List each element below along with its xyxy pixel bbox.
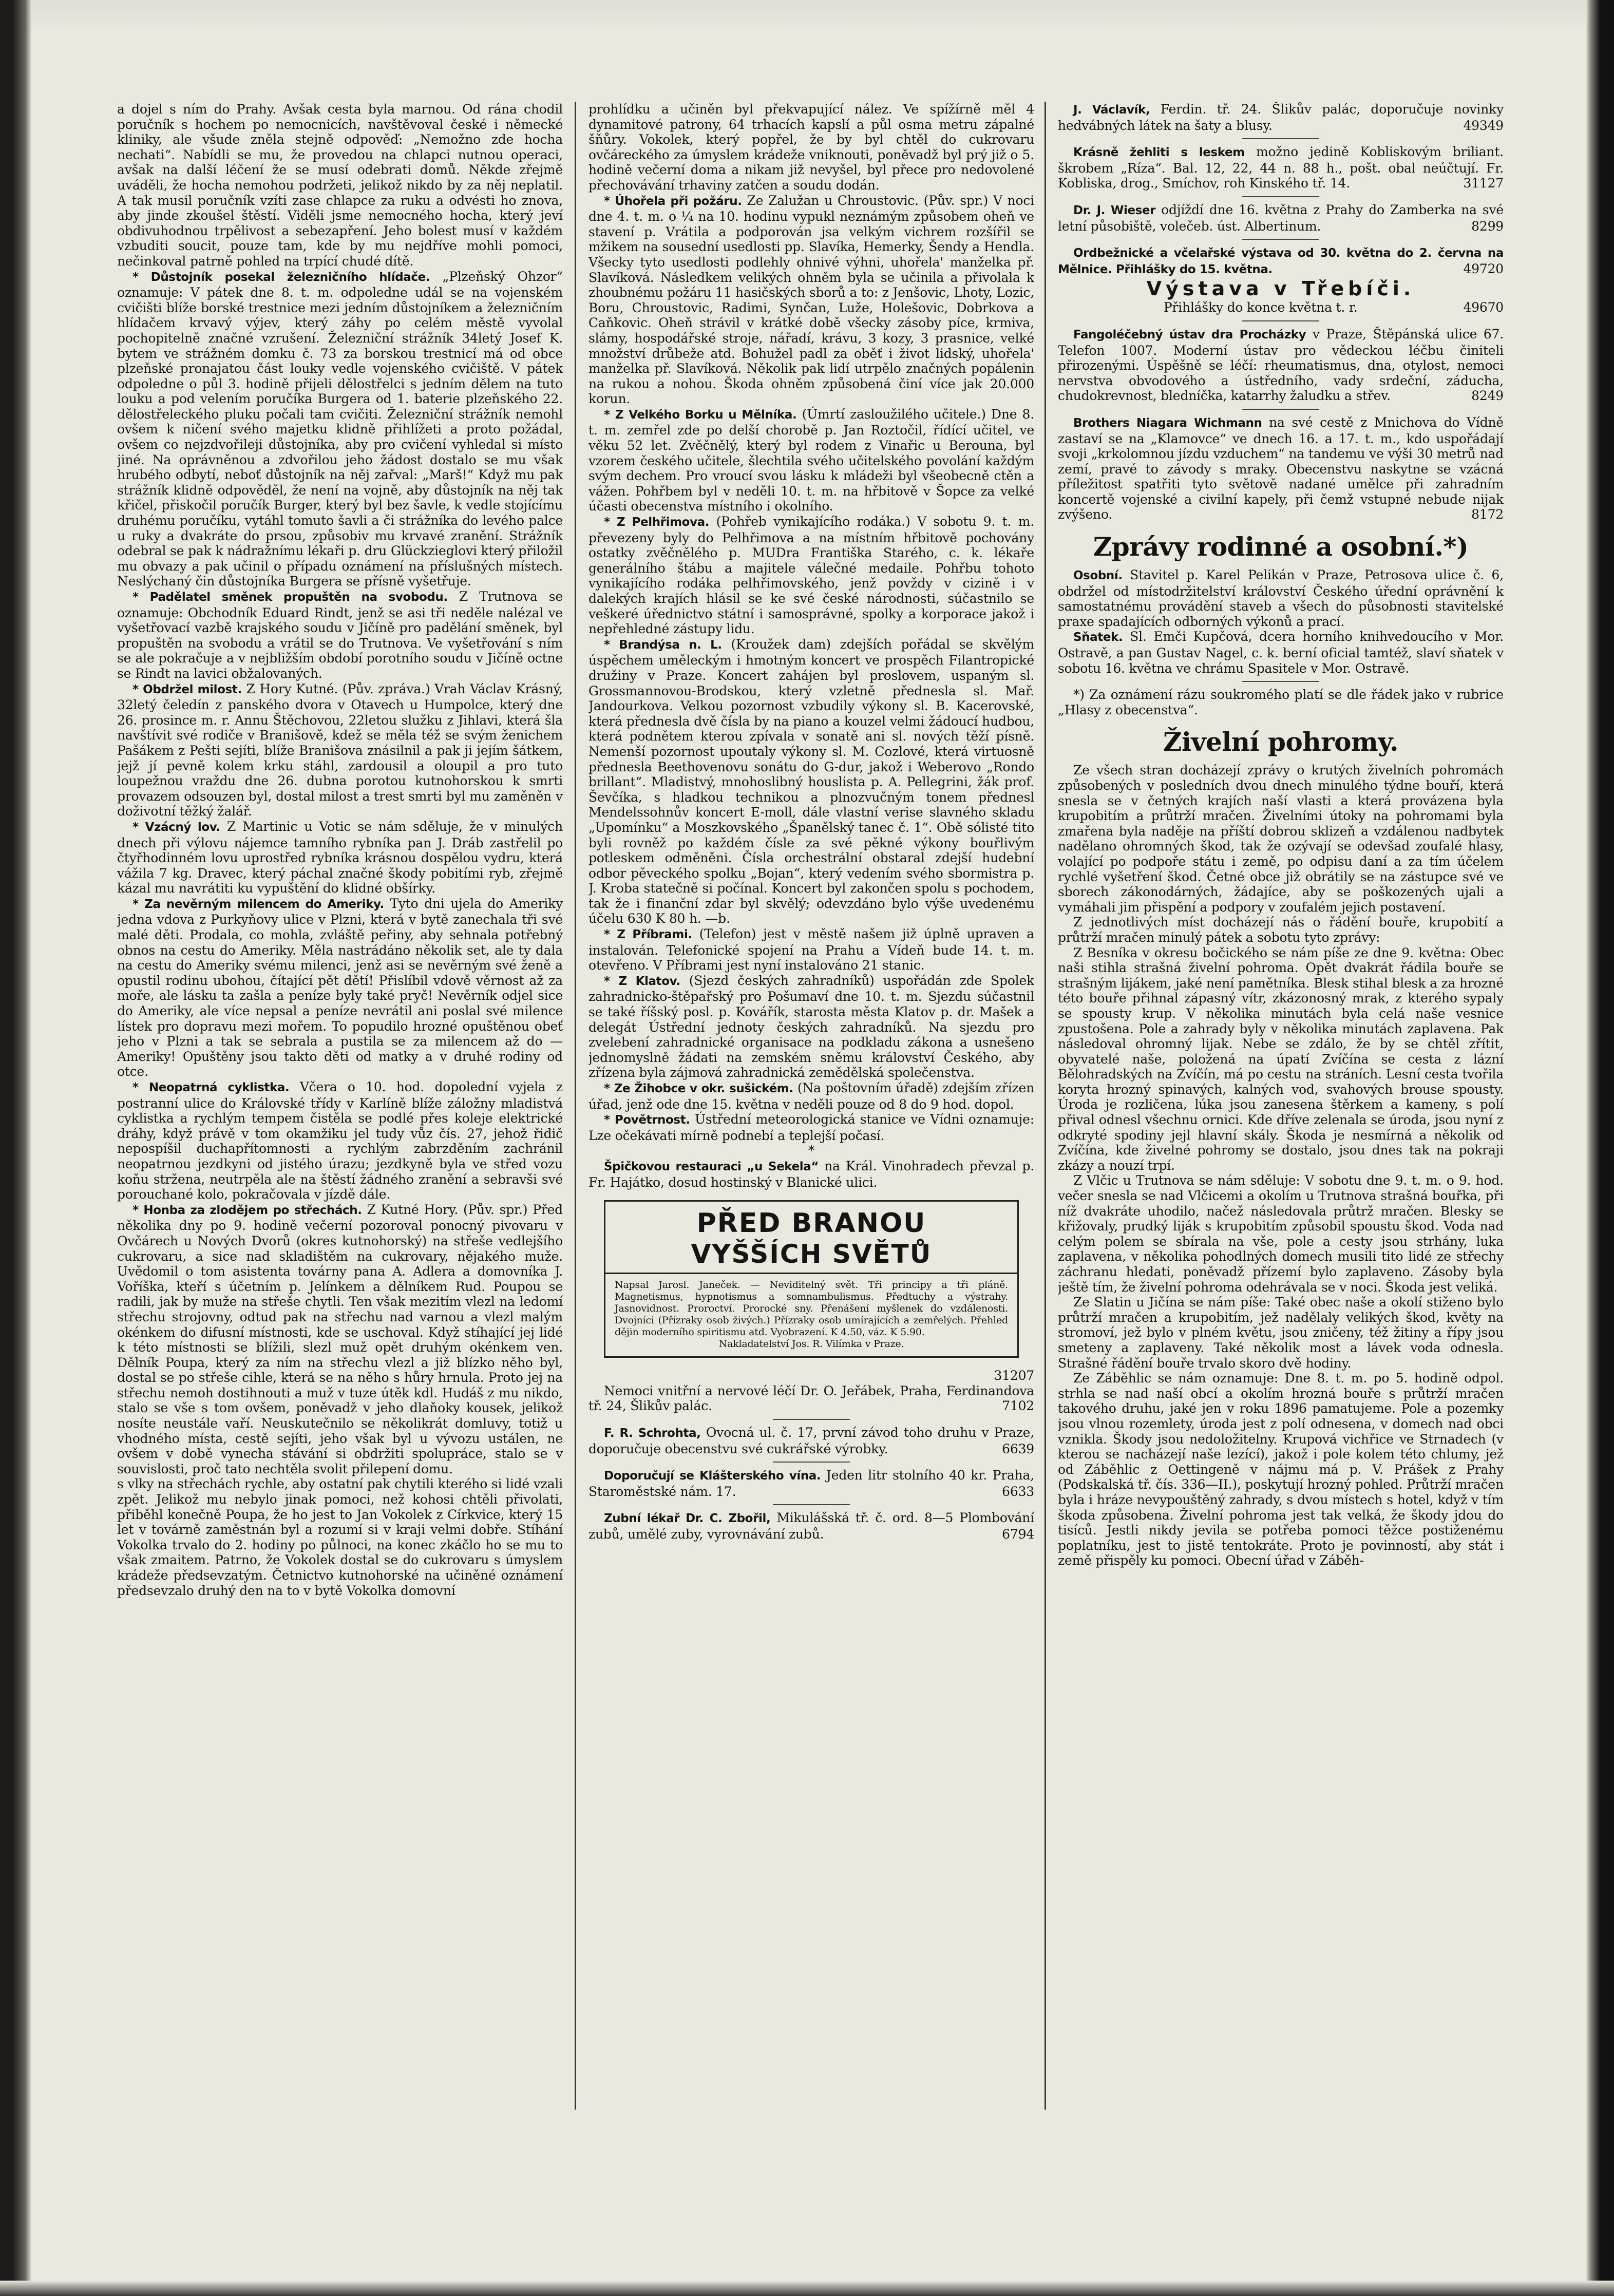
column-right [1058,102,1504,2110]
separator-line [1242,239,1319,240]
article [117,681,563,819]
classified-headline: Zubní lékař Dr. C. Zbořil, [604,1512,771,1526]
article-body: Z Hory Kutné. (Pův. zpráva.) Vrah Václav Krásný, 32letý čeledín z panského dvora v Otavech u Humpolce, který dne 26. prosince m. r. Annu Štěchovou, 22letou služku z Jihlavi, která šla navštívit své rodiče v Branišově, kdež se měla též se svým ženichem Pašákem z Pešti sejíti, blíže Branišova znásilnil a pak ji jejím šátkem, jejž jí pevně kolem krku stáhl, zardousil a oloupil a pro tuto loupežnou vraždu dne 26. dubna porotou kutnohorskou k smrti provazem odsouzen byl, dostal milost a trest smrti byl mu zaměněn v doživotní těžký žalář. [117,681,563,819]
article-headline: * Důstojník posekal železničního hlídače. [132,270,430,284]
newspaper-page [117,102,1504,2110]
ad-number: 31207 [994,1368,1034,1383]
column-left [117,102,563,2110]
classified-ad [1058,144,1504,191]
article-body: Ústřední meteorologická stanice ve Vídni oznamuje: Lze očekávati mírně podnebí a teplejší počasí. [588,1112,1034,1143]
article-headline: * Z Příbrami. [604,928,692,942]
classified-text: na své cestě z Mnichova do Vídně zastaví se na „Klamovce“ ve dnech 16. a 17. t. m., kdo uspořádají svoji „krkolomnou jízdu vzduchem“ na tandemu ve výši 30 metrů nad zemí, pravé to závody s mraky. Obecenstvu naskytne se vzácná příležitost spatřiti tyto světově nadané umělce při zahradním koncertě vojenské a civilní kapely, při čemž vstupné nebude nijak zvýšeno. [1058,414,1504,522]
article-headline: * Honba za zlodějem po střechách. [132,1203,362,1217]
separator-line [773,1504,850,1505]
article-body: Z Martinic u Votic se nám sděluje, že v minulých dnech při výlovu nájemce tamního rybníka pan J. Dráb zastřelil po čtyřhodinném lovu uprostřed rybníka krásnou dospělou vydru, která vážila 7 kg. Dravec, který páchal značné škody pobitími ryb, zřejmě kázal mu navrátiti ku vypuštění do klidné obšírky. [117,819,563,896]
book-advertisement [604,1200,1019,1358]
column-middle [588,102,1034,2110]
classified-headline: J. Václavík, [1073,103,1150,117]
article-body: (Na poštovním úřadě) zdejším zřízen úřad, jenž ode dne 15. května v neděli pouze od 8 do 9 hod. dopol. [588,1080,1034,1112]
classified-headline: Dr. J. Wieser [1073,203,1156,217]
classified-code: 49720 [1463,261,1504,276]
article-headline: * Za nevěrným milencem do Ameriky. [132,897,384,911]
article [117,896,563,1079]
ad-publisher: Nakladatelství Jos. R. Vilímka v Praze. [718,1338,904,1350]
article-body: Z Besníka v okresu bočického se nám píše ze dne 9. května: Obec naši stihla strašná živelní pohroma. Opět dvakrát řádila bouře se strašným lijákem, jaké není pamětníka. Blesk stihal blesk a za hrozné této bouře přihnal zápasný vítr, zkázonosný mrak, z kterého sypaly se spousty krup. V několika minutách byla celá naše vesnice zpustošena. Pole a zahrady byly v několika minutách zaplavena. Pak následoval ohromný lijak. Nebe se zdálo, že by se chtěl zřítit, obyvatelé naše, položená na úpatí Zvíčína se cesta z lázní Bělohradských na Zvíčín, má po cestu na stráních. Lesní cesta tvořila koryta hrozný spinavých, kalných vod, svahových brouse spousty. Úroda je rozličena, lúka jsou zanesena štěrkem a kameny, s polí přival odnesl všechnu ornici. Kde dříve zelenala se úroda, jsou nyní z odkryté spodiny jejl hlavní skály. Škoda je nesmírná a několik od Zvíčína, kde živelné pohromy se dostalo, jsou dnes tak na pokraji zkázy a nouzí trpí. [1058,945,1504,1173]
classified-text: Jeden litr stolního 40 kr. Praha, Staroměstské nám. 17. [588,1468,1034,1499]
classified-code: 8299 [1471,218,1504,234]
article-body: Z Trutnova se oznamuje: Obchodník Eduard Rindt, jenž se asi tři neděle nalézal ve vyšetřovací vazbě krajského soudu v Jičíně pro padělání směnek, byl propuštěn na svobodu a vrátil se do Trutnova. Ve vyšetřování s ním se ale pokračuje a v nejbližším období porotního soudu v Jičíně octne se Rindt na lavici obžalovaných. [117,589,563,681]
article-headline: * Z Pelhřimova. [604,516,710,529]
classified-text: Ovocná ul. č. 17, první závod toho druhu v Praze, doporučuje obecenstvu své cukrářské výrobky. [588,1425,1034,1456]
classified-ad [588,1383,1034,1414]
article-headline: * Padělatel směnek propuštěn na svobodu. [132,591,448,604]
article-body: Ze všech stran docházejí zprávy o krutých živelních pohromách způsobených v posledních dvou dnech minulého týdne bouří, která snesla se v četných krajích naší vlasti a která provázena byla krupobitím a průtrží mračen. Živelními útoky na pohromami byla zmařena byla naděje na příští dobrou sklizeň a vzdálenou nadbytek nadělano ohromných škod, tak že ozývají se odevšad zoufalé hlasy, volající po podpoře státu i země, po odpisu daní a za tím účelem rychlé vyšetření škod. Četné obce již obrátily se na zástupce své ve sborech zákonodárných, žádajíce, aby se poškozených ujali a vymáhali jim přispění a podpory v zoufalém jejich postavení. [1058,763,1504,915]
personal-notice [1058,567,1504,629]
separator-line [773,1462,850,1463]
article-body: Z Kutné Hory. (Pův. spr.) Před několika dny po 9. hodině večerní pozoroval ponocný pivovaru v Ovčárech u Nových Dvorů (okres kutnohorský) na střeše vedlejšího cukrovaru, a sice nad skladištěm na cukrovary, nějakého muže. Uvědomil o tom asistenta továrny pana A. Adlera a domovníka J. Voříška, kteří s účetním p. Jelínkem a dělníkem Rud. Poupou se radili, jak by mužе na střeše chytli. Ten však mezitím vlezl na ledomí střechu strojovny, odtud pak na střechu nad varnou a vlezl malým okénkem do difusní místnosti, kde se uschoval. Když stíhající jej lidé k této místnosti se blížili, slezl muž opět druhým okénkem ven. Dělník Poupa, který za ním na střechu vlezl a již blízko něho byl, dostal se po střeše cihle, která se na něho s hůry hrnula. Proto jej na střechu nemoh dostihnouti a muž v tuze útěk kdl. Hudáš z mu nikdo, stalo se vše s tom ovšem, poněvadž v jeho dlaňoky kousek, jelikož nosíte neustále vaří. Neuskutečnilo se několikrát domluvy, totiž u vhodného místa, cestě sejíti, jeho však byl u vývozu ustálen, ne ovšem v době vynecha stávání si obdržiti spolupráce, stalo se v souvislosti, proč tato nechtěla svolit přilepení domu. [117,1202,563,1476]
notice-headline: Sňatek. [1073,631,1123,644]
article-headline: * Obdržel milost. [132,682,242,696]
article [117,819,563,896]
classified-text: Nemoci vnitřní a nervové léčí Dr. O. Jeřábek, Praha, Ferdinandova tř. 24, Šlikův palác. [588,1383,1034,1414]
ad-headline-line1: PŘED BRANOU [696,1208,926,1239]
article [117,589,563,681]
article-headline: * Neopatrná cyklistka. [132,1081,290,1094]
ad-headline-line2: VYŠŠÍCH SVĚTŮ [691,1239,932,1269]
classified-ad [588,1425,1034,1456]
article-headline: * Vzácný lov. [132,820,220,834]
separator-line [1242,138,1319,139]
classified-code: 7102 [1002,1398,1034,1414]
notice-body: na Král. Vinohradech převzal p. Fr. Hajátko, dosud hostinský v Blanické ulici. [588,1158,1034,1190]
article [588,973,1034,1080]
notice-headline: Osobní. [1073,569,1123,583]
classified-ad [1058,327,1504,404]
notice [588,1159,1034,1190]
scan-edge-right [1586,0,1614,2296]
exhibition-text: Přihlášky do konce května t. r. [1163,300,1358,315]
article-body: Z jednotlivých míst docházejí nás o řádění bouře, krupobití a průtrží mračen minulý pátek a sobotu tyto zprávy: [1058,915,1504,945]
footnote: *) Za oznámení rázu soukromého platí se dle řádek jako v rubrice „Hlasy z obecenstva“. [1058,687,1504,717]
classified-text: odjíždí dne 16. května z Prahy do Zamberka na své letní působiště, volečeb. úst. Albertinum. [1058,202,1504,234]
classified-text: Mikulášská tř. č. ord. 8—5 Plombování zubů, umělé zuby, vyrovnávání zubů. [588,1510,1034,1542]
classified-code: 49349 [1463,118,1504,133]
classified-code: 49670 [1463,300,1504,315]
classified-ad [588,1510,1034,1542]
separator-line [773,1419,850,1420]
classified-text: v Praze, Štěpánská ulice 67. Telefon 1007. Moderní ústav pro vědeckou léčbu činiteli přirozenými. Úspěšně se léčí: rheumatismus, dna, otylost, nemoci nervstva obvodového a ústředního, vady srdeční, záducha, chudokrevnost, bledníčka, katarrhy žaludku a střev. [1058,326,1504,404]
article-body: Tyto dni ujela do Ameriky jedna vdova z Purkyňovy ulice v Plzni, která v bytě zanechala tři své malé děti. Prodala, co mohla, zvláště peřiny, aby sehnala potřebný obnos na cestu do Ameriky. Měla nastrádáno několik set, ale ty dala na cestu do Ameriky svému milenci, jenž asi se nevěrným své ženě a opustil rodinu ubohou, čítající pět dětí! Přislíbil vdově věrnost až za moře, ale lásku ta zašla a peníze byly také pryč! Nevěrník odjel sice do Ameriky, ale více nepsal a peníze nevrátil ani poslal své milence lístek pro dopravu mezi mořem. To popudilo hrozné opuštěnou obeť jeho v Plzni a tak se sebrala a pustila se za milencem až do — Ameriky! Opuštěny jsou takto děti od matky a v druhé rodiny od otce. [117,896,563,1079]
article [588,926,1034,973]
classified-headline: Krásně žehliti s leskem [1073,146,1245,160]
section-heading-family: Zprávy rodinné a osobní.*) [1093,532,1469,562]
classified-code: 8249 [1471,388,1504,404]
classified-ad [588,1468,1034,1499]
article [588,1112,1034,1143]
classified-code: 6639 [1002,1441,1034,1456]
article [117,1079,563,1202]
article [588,514,1034,637]
classified-ad [1058,202,1504,234]
article-headline: * Z Velkého Borku u Mělníka. [604,408,797,422]
classified-code: 31127 [1463,176,1504,191]
article-headline: * Úhořela při požáru. [604,194,742,208]
article-headline: * Brandýsa n. L. [604,638,722,652]
classified-text: možno jedině Kobliskovým briliant. škrobem „Ríza“. Bal. 12, 22, 44 n. 88 h., pošt. obal neúčtují. Fr. Kobliska, drog., Smíchov, roh Kinského tř. 14. [1058,144,1504,191]
article-body: Ze Slatin u Jičína se nám píše: Také obec naše a okolí stiženo bylo průtrží mračen a krupobitím, jež nadělaly velikých škod, květy na stromoví, jež bylo v plném květu, jsou zničeny, též žitiny a řípy jsou smeteny a zaplaveny. Také několik most a lávek voda odnesla. Strašné řádění bouře trvalo skoro dvě hodiny. [1058,1295,1504,1371]
classified-ad [1058,102,1504,133]
classified-code: 6794 [1002,1526,1034,1542]
classified-code: 8172 [1471,507,1504,522]
column-divider [1045,102,1046,2110]
article-body: (Sjezd českých zahradníků) uspořádán zde Spolek zahradnicko-štěpařský pro Pošumaví dne 10. t. m. Sjezdu súčastnil se také říšský posl. p. Kovářík, starosta města Klatov p. dr. Mašek a delegát Ústřední jednoty českých zahradníků. Na sjezdu pro zvelebení zahradnické organisace na podkladu zákona a usnešeno jednomyslně žádati na zemském sněmu království Českého, aby zřízena byla zájmová zahradnická zemědělská společenstva. [588,973,1034,1080]
classified-ad [1058,245,1504,277]
notice-headline: Špičkovou restauraci „u Sekela“ [604,1160,819,1173]
exhibition-note [1058,300,1504,315]
exhibition-headline: Výstava v Třebíči. [1146,277,1415,300]
article-body: Ze Zalužan u Chroustovic. (Pův. spr.) V noci dne 4. t. m. o ¼ na 10. hodinu vypukl neznámým způsobem oheň ve stavení p. Vrátila a podporován jsa velkým vichrem rozšířil se mžikem na sousední usedlosti pp. Slavíka, Hemerky, Šendy a Hendla. Všecky tyto usedlosti podlehly ohnivé výhni, uhořela' manželka př. Slavíková. Následkem velikých ohněm byla se učinila a přivolala k zhoubnému požáru 11 hasičských sborů a to: z Jenšovic, Lhoty, Lozic, Boru, Chroustovic, Radimi, Synčan, Luže, Holešovic, Dobrkova a Caňkovic. Oheň strávil v krátké době všecky zásoby píce, krmiva, slámy, hospodářské stroje, nářadí, krávu, 3 kozy, 3 prasnice, velké množství drůbeže atd. Bohužel padl za oběť i život lidský, uhořela' manželka př. Slavíková. Několik pak lidí utrpělo značných popálenin na rukou a nohou. Škoda ohněm způsobená činí více jak 20.000 korun. [588,193,1034,407]
separator-line [1242,196,1319,197]
article-headline: * Z Klatov. [604,974,680,988]
article-continuation: prohlídku a učiněn byl překvapující nález. Ve spížírně měl 4 dynamitové patrony, 64 trhacích kapslí a půl osma metru zápalné šňůry. Vokolek, který popřel, že by byl chtěl do cukrovaru ovčáreckého za úmyslem krádeže vniknouti, poněvadž byl prý již o 5. hodině večerní doma a nikam již nevyšel, byl přece pro nedovolené přechovávání trhaviny zatčen a soudu dodán. [588,102,1034,193]
ad-text: Napsal Jarosl. Janeček. — Neviditelný svět. Tři principy a tři pláně. Magnetismus, hypnotismus a somnambulismus. Předtuchy a výstrahy. Jasnovidnost. Proroctví. Prorocké sny. Přenášení myšlenek do vzdálenosti. Dvojníci (Přízraky osob živých.) Přízraky osob umírajících a zemřelých. Přehled dějin moderního spiritismu atd. Vyobrazení. K 4.50, váz. K 5.90. [615,1279,1008,1338]
separator-line [1242,409,1319,410]
classified-code: 6633 [1002,1484,1034,1499]
scan-edge-bottom [0,2281,1614,2296]
article-body: Z Vlčic u Trutnova se nám sděluje: V sobotu dne 9. t. m. o 9. hod. večer snesla se nad Vlčicemi a okolím u Trutnova strašná bouřka, při níž dvakráte uhodilo, načež následovala průtrž mračen. Blesky se křižovaly, prudký liják s krupobitím způsobil spoustu škod. Voda nad celým polem se sbírala na vše, pole a cesty jsou strhány, luka zaplavena, v několika pohodlných domech musili tito lidé ze střechy záchranu hledati, poněvadž přízemí bylo zaplaveno. Zásoby byla ještě tím, že živelní pohroma odehrávala se v noci. Škoda jest veliká. [1058,1173,1504,1295]
article-headline: * Povětrnost. [604,1113,690,1127]
article-body: (Telefon) jest v městě našem již úplně upraven a instalován. Telefonické spojení na Prahu a Vídeň bude 14. t. m. otevřeno. V Příbrami jest nyní instalováno 21 stanic. [588,926,1034,973]
article-headline: * Ze Žihobce v okr. sušickém. [604,1082,793,1095]
article [588,637,1034,926]
notice-body: Stavitel p. Karel Pelikán v Praze, Petrosova ulice č. 6, obdržel od místodržitelství království Českého úřední oprávnění k samostatnému provádění staveb a všech do působnosti stavitelské praxe spadajících odborných výkonů a prací. [1058,567,1504,629]
article-body: „Plzeňský Ohzor“ oznamuje: V pátek dne 8. t. m. odpoledne udál se na vojenském cvičišti blíže borské trestnice mezi jedním důstojníkem a železničním hlídačem krvavý výjev, který záhy po celém městě vyvolal pochopitelně značné vzrušení. Železniční strážník 34letý Josef K. bytem ve strážném domku č. 73 za borskou trestnicí má od obce plzeňské pronajatou část louky vedle vojenského cvičiště. V pátek odpoledne o půl 3. hodině přijeli dělostřelci s jedním dělem na tuto louku a pod velením poručíka Burgera od 1. baterie plzeňského 22. dělostřeleckého pluku počali tam cvičiti. Železniční strážník nemohl ovšem k ničení svého majetku klidně přihlížeti a proto požádal, ovšem co nejzdvořileji důstojníka, aby pro cvičení vyhledal si místo jiné. Na oprávněnou a zdvořilou jeho žádost dostalo se mu však hrubého odbytí, neboť důstojník na něj zařval: „Marš!“ Když mu pak strážník klidně odpověděl, že není na vojně, aby důstojník na něj tak křičel, přiskočil poručík Burger, který byl bez šavle, k vedle stojícímu druhému poručíku, vytáhl tomuto šavli a či strážníka do levého palce u ruky a dvakráte do prsou, způsobiv mu krvavé zranění. Strážník odebral se pak k nádražnímu lékaři p. dru Glückzieglovi který přiložil mu obvazy a pak učinil o případu oznámení na příslušných místech. Neslýchaný čin důstojníka Burgera se přísně vyšetřuje. [117,269,563,589]
article-body: s vlky na střechách rychle, aby ostatní pak chytili kterého si lidé vzali zpět. Jelikož mu nebylo jinak pomoci, než kohosi chtěli přivolati, přiběhl konečně Poupa, že ho jest to Jan Vokolek z Církvice, který 15 let v továrně zaměstnán byl a rozumí si v kraji velmi dobře. Stíhání Vokolka trvalo do 2. hodiny po půlnoci, na konec zkáčlo ho se mu to však zmaitem. Patrno, že Vokolek dostal se do cukrovaru s úmyslem krádeže předsevzatým. Četnictvo kutnohorské na učiněné oznámení předsevzalo druhý den na to v bytě Vokolka domovní [117,1476,563,1598]
classified-headline: F. R. Schrohta, [604,1426,701,1440]
article [588,407,1034,514]
scan-edge-top [0,0,1614,31]
notice-body: Sl. Emči Kupčová, dcera horního knihvedoucího v Mor. Ostravě, a pan Gustav Nagel, c. k. berní oficial tamtéž, slaví sňatek v sobotu 16. května ve chrámu Spasitele v Mor. Ostravě. [1058,629,1504,676]
separator-line [1242,320,1319,321]
article-body: Ze Záběhlic se nám oznamuje: Dne 8. t. m. po 5. hodině odpol. strhla se nad naší obcí a okolím hrozná bouře s průtrží mračen takového druhu, jaké jen v roku 1896 pamatujeme. Pole a pozemky jsou vlnou rozemlety, úroda jest z polí odnesena, v domech nad obci vznikla. Škody jsou nedoložitelny. Krupová vichřice ve Strnadech (v kterou se nacházejí naše lezící), jakož i pole kolem této chlumy, jež od Záběhlic z Oettingeně v nájmu má p. V. Prášek z Prahy (Podskalská tř. čís. 336—II.), poskytují hrozný pohled. Průtrží mračen byla i hráze nevypouštěný zahrady, s dvou místech s hotel, když v tím škoda způsobena. Živelní pohroma jest tak velká, že škody jdou do tisíců. Jestli nikdy jevila se potřeba pomoci těžce postiženému poplatníku, jest to jistě tentokráte. Proto je povinností, aby stát i země přispěly ku pomoci. Obecní úřad v Záběh- [1058,1371,1504,1568]
separator-line [1242,681,1319,682]
article [588,193,1034,407]
classified-headline: Doporučují se Klášterského vína. [604,1469,821,1483]
separator-star: * [808,1143,815,1159]
article-body: Včera o 10. hod. dopolední vyjela z postranní ulice do Královské třídy v Karlíně blíže záložny mladistvá cyklistka a rychlým tempem čistěla se podlé přes koleje elektrické dráhy, když právě v tom okamžiku jel tudy vůz čís. 27, jehož řidič nepospíšil duchapřítomnosti a rychlým zabrzděním zachránil neopatrnou jezdkyni od jistého úrazu; jezdkyně byla ve střed vozu koňu strženа, neutrpěla ale na štěstí žádného zranění a sebravši své porouchané kolo, pokračovala v jízdě dále. [117,1079,563,1202]
column-divider [575,102,576,2110]
personal-notice [1058,629,1504,676]
article [117,1202,563,1477]
article-body: (Pohřeb vynikajícího rodáka.) V sobotu 9. t. m. převezeny byly do Pelhřimova a na místním hřbitově pochovány ostatky zvěčnělého p. MUDra Františka Starého, c. k. lékaře generálního štábu a majitele válečné medaile. Pohřbu tohoto vynikajícího rodáka pelhřimovského, jenž povždy v cizině i v dalekých krajích hlásil se ke své české národnosti, súčastnilo se veškeré úřednictvo státní i samosprávné, spolky a korporace jakož i nepřehledné zástupy lidu. [588,514,1034,637]
classified-text: Ferdin. tř. 24. Šlikův palác, doporučuje novinky hedvábných látek na šaty a blusy. [1058,102,1504,133]
article [588,1080,1034,1112]
classified-headline: Fangoléčebný ústav dra Procházky [1073,328,1306,341]
scan-edge-left [0,0,32,2296]
article-body: (Kroužek dam) zdejších pořádal se skvělým úspěchem uměleckým i hmotným koncert ve prospěch Filantropické družiny v Praze. Koncert zahájen byl proslovem, uspaným sl. Grossmannovou-Brodskou, který vzletně přednesla sl. Mař. Jandourkova. Velkou pozornost vzbudily výkony sl. B. Kacerovské, která přednesla dvě čísla by na piano a kouzel velmi žádoucí hudbou, která podnětem kterou zpívala v sonatě ani sl. nových těží písně. Nemenší pozornost upoutaly výkony sl. M. Cozlové, která virtuosně přednesla Beethovenovu sonátu do G-dur, jakož i Weberovo „Rondo brillant“. Mladistvý, mnohoslibný houslista p. A. Pellegrini, žák prof. Ševčíka, s hladkou technikou a plnozvučným tonem přednesl Mendelssohnův koncert E-moll, dále vlastní verise slavného skladu „Upomínku“ a Moszkovského „Španělský tanec č. 1“. Obě sólisté tito byli rovněž po každém čísle za své pěkné výkony bouřlivým potleskem odměněni. Čísla orchestrální obstaral zdejší hudební odbor pěveckého spolku „Bojan“, který vedením svého sbormistra p. J. Kroba statečně si počínal. Koncert byl zakončen spolu s pochodem, tak že i finanční zdar byl skvělý; odevzdáno bylo výše uvedenému účelu 630 K 80 h. —b. [588,636,1034,926]
article [117,269,563,589]
classified-ad [1058,415,1504,522]
article-body: (Úmrtí zasloužilého učitele.) Dne 8. t. m. zemřel zde po delší chorobě p. Jan Roztočil, řídící učitel, ve věku 52 let. Zvěčnělý, který byl rodem z Vinařic u Berouna, byl vzorem českého učitele, šlechtila svého učitelského povolání každým svým dechem. Pro vroucí svou lásku k mládeži byl všeobecně ctěn a vážen. Pohřbem byl v neděli 10. t. m. na hřbitově v Šopce za velké účasti obecenstva místního i okolního. [588,406,1034,514]
section-heading-disasters: Živelní pohromy. [1163,727,1399,757]
classified-headline: Brothers Niagara Wichmann [1073,416,1262,430]
article-continuation: a dojel s ním do Prahy. Avšak cesta byla marnou. Od rána chodil poručník s hochem po nemocnicích, navštěvoval české i německé kliniky, ale všude zněla stejně odpověď: „Nemožno zde hocha nechati“. Nabídli se mu, že provedou na chlapci nutnou operaci, avšak na další léčení že se musí odebrati domů. Někde zřejmě uváděli, že hocha nemohou podržeti, jelikož nikdo by za něj neplatil. A tak musil poručník vzíti zase chlapce za ruku a odvésti ho znova, aby jinde zkoušel štěstí. Viděli jsme nemocného hocha, který jeví obdivuhodnou trpělivost a sebezapření. Jeho bolest musí v každém vzbuditi soucit, pouze tam, kde by mu nejdříve mohli pomoci, nečinkoval patrně pohled na trpící chudé dítě. [117,102,563,269]
classified-headline: Ordbežnické a včelařské výstava od 30. května do 2. června na Mělnice. Přihlášky do 15. května. [1058,246,1504,276]
ad-headline [605,1208,1017,1274]
